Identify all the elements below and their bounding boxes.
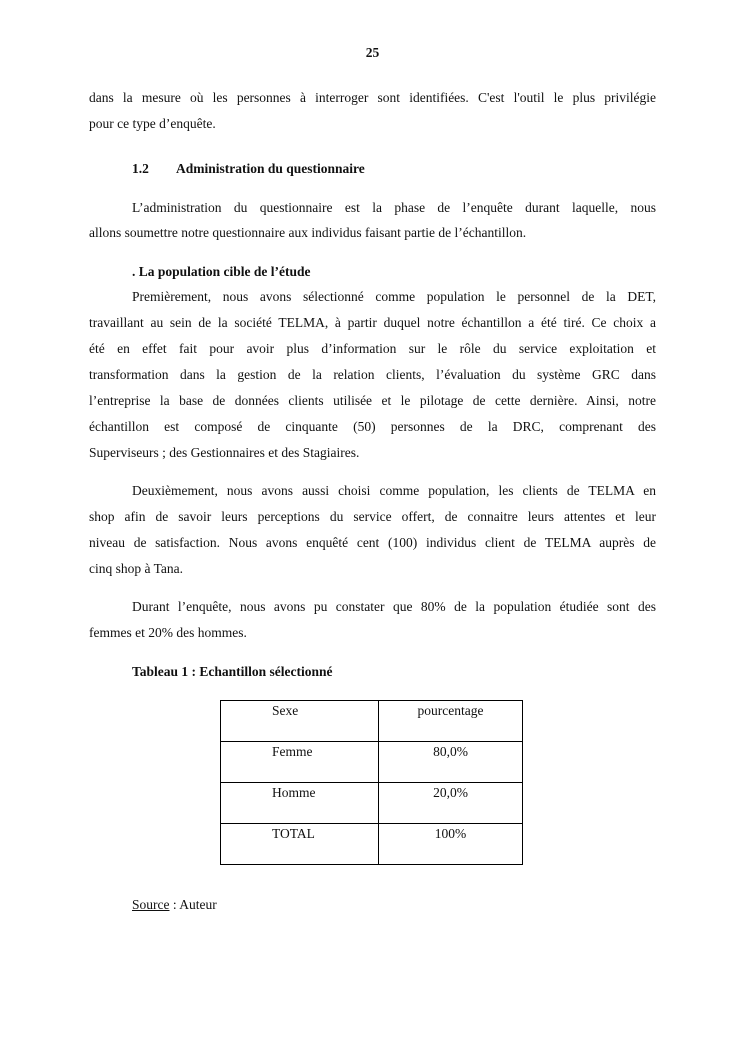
para2-line-4: cinq shop à Tana. <box>89 561 184 576</box>
table-row <box>221 783 523 824</box>
source-label: Source <box>132 897 170 912</box>
section-title: Administration du questionnaire <box>176 161 365 176</box>
table-row-total <box>221 824 523 865</box>
para1-line-1: Premièrement, nous avons sélectionné comme population le personnel de la DET, <box>132 289 656 304</box>
para2-line-2: shop afin de savoir leurs perceptions du service offert, de connaitre leurs attentes et leur <box>89 509 656 524</box>
para3-line-2: femmes et 20% des hommes. <box>89 625 247 640</box>
subheading: . La population cible de l’étude <box>132 264 311 279</box>
para1-line-5: l’entreprise la base de données clients utilisée et le pilotage de cette dernière. Ainsi, notre <box>89 393 656 408</box>
section-para-line-1: L’administration du questionnaire est la phase de l’enquête durant laquelle, nous <box>132 200 656 215</box>
table-caption: Tableau 1 : Echantillon sélectionné <box>132 664 333 679</box>
para1-line-3: été en effet fait pour avoir plus d’information sur le rôle du service exploitation et <box>89 341 656 356</box>
intro-line-1: dans la mesure où les personnes à interroger sont identifiées. C'est l'outil le plus privilégie <box>89 90 656 105</box>
para1-line-2: travaillant au sein de la société TELMA, à partir duquel notre échantillon a été tiré. Ce choix a <box>89 315 656 330</box>
para1-line-7: Superviseurs ; des Gestionnaires et des Stagiaires. <box>89 445 360 460</box>
table-cell-sexe: Femme <box>221 742 379 783</box>
table-cell-sexe: Homme <box>221 783 379 824</box>
para3-line-1: Durant l’enquête, nous avons pu constater que 80% de la population étudiée sont des <box>132 599 656 614</box>
table-header-row <box>221 701 523 742</box>
source-value: : Auteur <box>169 897 217 912</box>
table-cell-pourcentage: 100% <box>379 824 523 865</box>
source-note <box>132 896 656 913</box>
section-para-line-2: allons soumettre notre questionnaire aux individus faisant partie de l’échantillon. <box>89 225 527 240</box>
sample-table <box>220 700 523 865</box>
para1-line-4: transformation dans la gestion de la relation clients, l’évaluation du système GRC dans <box>89 367 656 382</box>
section-number: 1.2 <box>132 161 149 176</box>
page-number: 25 <box>365 45 380 60</box>
para1-line-6: échantillon est composé de cinquante (50) personnes de la DRC, comprenant des <box>89 419 656 434</box>
table-cell-pourcentage: 80,0% <box>379 742 523 783</box>
intro-line-2: pour ce type d’enquête. <box>89 116 216 131</box>
section-heading <box>132 160 656 177</box>
para2-line-1: Deuxièmement, nous avons aussi choisi comme population, les clients de TELMA en <box>132 483 656 498</box>
table-cell-pourcentage: 20,0% <box>379 783 523 824</box>
table-row <box>221 742 523 783</box>
para2-line-3: niveau de satisfaction. Nous avons enquêté cent (100) individus client de TELMA auprès de <box>89 535 656 550</box>
table-cell-sexe: TOTAL <box>221 824 379 865</box>
table-header-sexe: Sexe <box>221 701 379 742</box>
table-header-pourcentage: pourcentage <box>379 701 523 742</box>
